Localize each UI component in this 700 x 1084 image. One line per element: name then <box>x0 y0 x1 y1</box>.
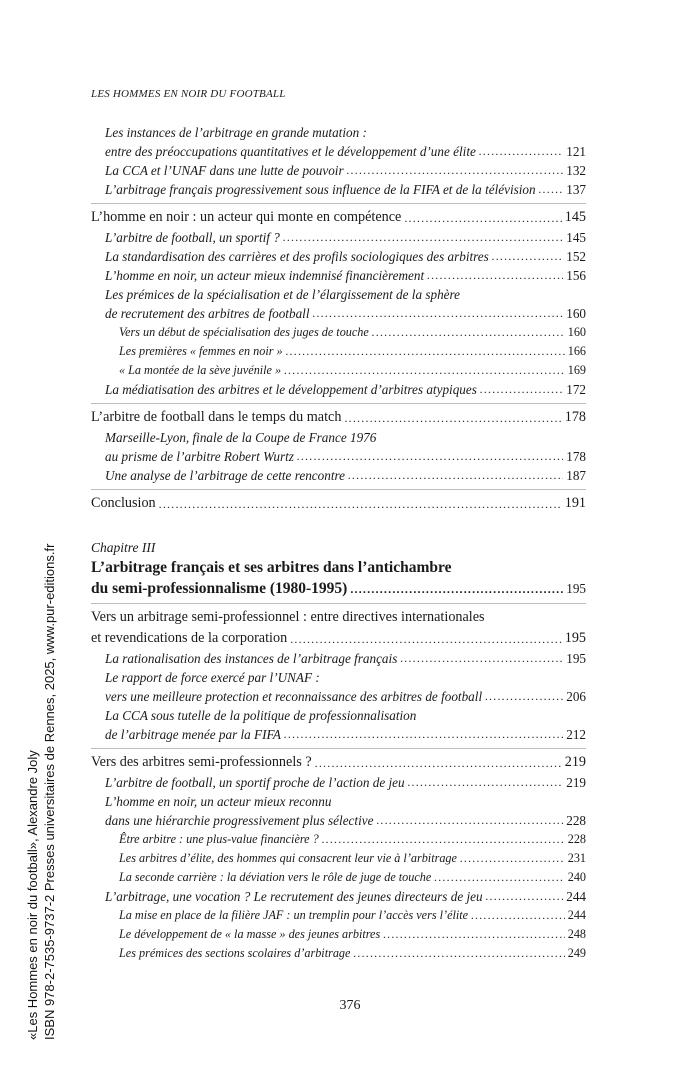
toc-entry-line: Marseille-Lyon, finale de la Coupe de France 1976 <box>105 430 377 445</box>
toc-entry[interactable] <box>91 180 586 199</box>
toc-entry[interactable] <box>91 649 586 668</box>
side-credit-line: ISBN 978-2-7535-9737-2 Presses universitaires de Rennes, 2025, www.pur-editions.fr <box>42 543 57 1040</box>
leader-dots <box>492 247 563 266</box>
toc-entry-label: Être arbitre : une plus-value financière ? <box>119 832 319 846</box>
leader-dots <box>348 466 563 485</box>
toc-chapter-entry[interactable] <box>91 578 586 599</box>
toc-page-number: 212 <box>566 727 586 742</box>
toc-entry[interactable] <box>91 811 586 830</box>
page-number: 376 <box>339 998 361 1013</box>
toc-entry-label: L’arbitrage, une vocation ? Le recrutement des jeunes directeurs de jeu <box>105 889 483 904</box>
toc-entry-label: L’arbitre de football, un sportif ? <box>105 230 280 245</box>
running-header: LES HOMMES EN NOIR DU FOOTBALL <box>91 88 286 100</box>
chapter-label: Chapitre III <box>91 540 156 555</box>
leader-dots <box>297 447 563 466</box>
toc-entry-label: au prisme de l’arbitre Robert Wurtz <box>105 449 294 464</box>
leader-dots <box>353 944 564 963</box>
toc-entry-label: Les premières « femmes en noir » <box>119 344 283 358</box>
toc-subentry[interactable] <box>91 342 586 361</box>
toc-page-number: 191 <box>564 495 586 511</box>
toc-page-number: 152 <box>566 249 586 264</box>
leader-dots <box>376 811 563 830</box>
toc-entry-label: et revendications de la corporation <box>91 630 288 646</box>
toc-subentry[interactable] <box>91 944 586 963</box>
leader-dots <box>372 323 565 342</box>
toc-entry[interactable] <box>91 142 586 161</box>
toc-entry-label: Le développement de « la masse » des jeunes arbitres <box>119 927 381 941</box>
toc-page-number: 248 <box>567 927 586 941</box>
leader-dots <box>313 304 564 323</box>
section-divider <box>91 403 586 404</box>
leader-dots <box>344 409 561 428</box>
leader-dots <box>404 209 561 228</box>
leader-dots <box>322 830 565 849</box>
toc-page-number: 219 <box>566 775 586 790</box>
toc-page-number: 195 <box>566 651 586 666</box>
toc-entry-label: L’arbitre de football dans le temps du match <box>91 409 342 425</box>
toc-section-entry[interactable] <box>91 207 586 228</box>
toc-entry-label: dans une hiérarchie progressivement plus sélective <box>105 813 374 828</box>
toc-entry-label: « La montée de la sève juvénile » <box>119 363 282 377</box>
leader-dots <box>486 887 564 906</box>
leader-dots <box>400 649 563 668</box>
toc-page-number: 244 <box>567 908 586 922</box>
leader-dots <box>286 342 565 361</box>
chapter-title-line: L’arbitrage français et ses arbitres dans l’antichambre <box>91 559 452 576</box>
toc-entry-label: de recrutement des arbitres de football <box>105 306 310 321</box>
toc-page-number: 169 <box>567 363 586 377</box>
toc-section-entry[interactable] <box>91 752 586 773</box>
toc-entry-label: La CCA et l’UNAF dans une lutte de pouvoir <box>105 163 344 178</box>
toc-entry[interactable] <box>91 247 586 266</box>
toc-entry-label: La seconde carrière : la déviation vers le rôle de juge de touche <box>119 870 432 884</box>
toc-page-number: 145 <box>566 230 586 245</box>
toc-page-number: 187 <box>566 468 586 483</box>
toc-page-number: 206 <box>566 689 586 704</box>
toc-entry[interactable] <box>91 380 586 399</box>
toc-page-number: 195 <box>566 581 586 596</box>
leader-dots <box>383 925 565 944</box>
section-divider <box>91 603 586 604</box>
toc-subentry[interactable] <box>91 830 586 849</box>
toc-page-number: 178 <box>564 409 586 425</box>
toc-section-entry[interactable] <box>91 493 586 514</box>
leader-dots <box>284 725 563 744</box>
leader-dots <box>159 495 562 514</box>
toc-subentry[interactable] <box>91 906 586 925</box>
leader-dots <box>480 380 563 399</box>
toc-entry[interactable] <box>91 266 586 285</box>
toc-page-number: 249 <box>567 946 586 960</box>
toc-subentry[interactable] <box>91 323 586 342</box>
toc-page-number: 132 <box>566 163 586 178</box>
table-of-contents <box>91 123 586 963</box>
toc-page-number: 145 <box>564 209 586 225</box>
toc-entry-label: L’arbitre de football, un sportif proche de l’action de jeu <box>105 775 405 790</box>
toc-entry-label: de l’arbitrage menée par la FIFA <box>105 727 281 742</box>
leader-dots <box>347 161 564 180</box>
toc-subentry[interactable] <box>91 361 586 380</box>
toc-entry-line: Les prémices de la spécialisation et de l’élargissement de la sphère <box>105 287 461 302</box>
toc-entry-label: La mise en place de la filière JAF : un tremplin pour l’accès vers l’élite <box>119 908 469 922</box>
toc-entry-label: La rationalisation des instances de l’arbitrage français <box>105 651 398 666</box>
leader-dots <box>479 142 563 161</box>
toc-entry[interactable] <box>91 466 586 485</box>
toc-page-number: 228 <box>567 832 586 846</box>
toc-entry-label: Vers un début de spécialisation des juges de touche <box>119 325 369 339</box>
section-divider <box>91 748 586 749</box>
toc-page-number: 172 <box>566 382 586 397</box>
toc-page-number: 178 <box>566 449 586 464</box>
toc-page-number: 228 <box>566 813 586 828</box>
toc-page-number: 231 <box>567 851 586 865</box>
toc-entry-label: L’homme en noir, un acteur mieux indemnisé financièrement <box>105 268 425 283</box>
toc-entry-line: Le rapport de force exercé par l’UNAF : <box>105 670 320 685</box>
leader-dots <box>485 687 563 706</box>
toc-entry-label: Les prémices des sections scolaires d’arbitrage <box>119 946 351 960</box>
toc-section-entry[interactable] <box>91 628 586 649</box>
toc-entry[interactable] <box>91 687 586 706</box>
chapter-title-line: du semi-professionnalisme (1980-1995) <box>91 580 348 597</box>
toc-entry-label: Vers des arbitres semi-professionnels ? <box>91 754 312 770</box>
toc-subentry[interactable] <box>91 925 586 944</box>
leader-dots <box>539 180 564 199</box>
side-credit <box>24 544 58 1040</box>
toc-page-number: 160 <box>567 325 586 339</box>
toc-page-number: 160 <box>566 306 586 321</box>
toc-entry[interactable] <box>91 725 586 744</box>
toc-entry-label: Une analyse de l’arbitrage de cette rencontre <box>105 468 345 483</box>
leader-dots <box>460 849 565 868</box>
toc-entry-label: Les arbitres d’élite, des hommes qui consacrent leur vie à l’arbitrage <box>119 851 457 865</box>
toc-page-number: 244 <box>566 889 586 904</box>
leader-dots <box>315 754 562 773</box>
toc-entry-label: L’homme en noir : un acteur qui monte en compétence <box>91 209 402 225</box>
toc-entry[interactable] <box>91 773 586 792</box>
leader-dots <box>434 868 564 887</box>
toc-entry-line: Les instances de l’arbitrage en grande mutation : <box>105 125 367 140</box>
toc-entry-line: L’homme en noir, un acteur mieux reconnu <box>105 794 332 809</box>
toc-subentry[interactable] <box>91 849 586 868</box>
toc-entry-label: La médiatisation des arbitres et le développement d’arbitres atypiques <box>105 382 477 397</box>
toc-entry[interactable] <box>91 304 586 323</box>
toc-page-number: 166 <box>567 344 586 358</box>
toc-entry[interactable] <box>91 228 586 247</box>
toc-page-number: 156 <box>566 268 586 283</box>
toc-subentry[interactable] <box>91 868 586 887</box>
toc-entry[interactable] <box>91 887 586 906</box>
toc-entry-label: Conclusion <box>91 495 156 511</box>
section-divider <box>91 489 586 490</box>
toc-page-number: 240 <box>567 870 586 884</box>
leader-dots <box>284 361 565 380</box>
toc-entry-label: entre des préoccupations quantitatives et le développement d’une élite <box>105 144 476 159</box>
toc-entry-label: La standardisation des carrières et des profils sociologiques des arbitres <box>105 249 489 264</box>
leader-dots <box>350 580 563 599</box>
toc-page-number: 137 <box>566 182 586 197</box>
toc-entry[interactable] <box>91 447 586 466</box>
toc-page-number: 219 <box>564 754 586 770</box>
toc-entry-line: La CCA sous tutelle de la politique de professionnalisation <box>105 708 417 723</box>
leader-dots <box>427 266 563 285</box>
toc-page-number: 195 <box>564 630 586 646</box>
toc-entry-label: vers une meilleure protection et reconnaissance des arbitres de football <box>105 689 483 704</box>
toc-entry[interactable] <box>91 161 586 180</box>
leader-dots <box>283 228 563 247</box>
toc-section-entry[interactable] <box>91 407 586 428</box>
leader-dots <box>408 773 564 792</box>
leader-dots <box>290 630 562 649</box>
leader-dots <box>471 906 565 925</box>
toc-entry-label: L’arbitrage français progressivement sous influence de la FIFA et de la télévision <box>105 182 536 197</box>
side-credit-line: «Les Hommes en noir du football», Alexandre Joly <box>25 750 40 1040</box>
toc-entry-line: Vers un arbitrage semi-professionnel : entre directives internationales <box>91 609 485 625</box>
section-divider <box>91 203 586 204</box>
toc-page-number: 121 <box>566 144 586 159</box>
